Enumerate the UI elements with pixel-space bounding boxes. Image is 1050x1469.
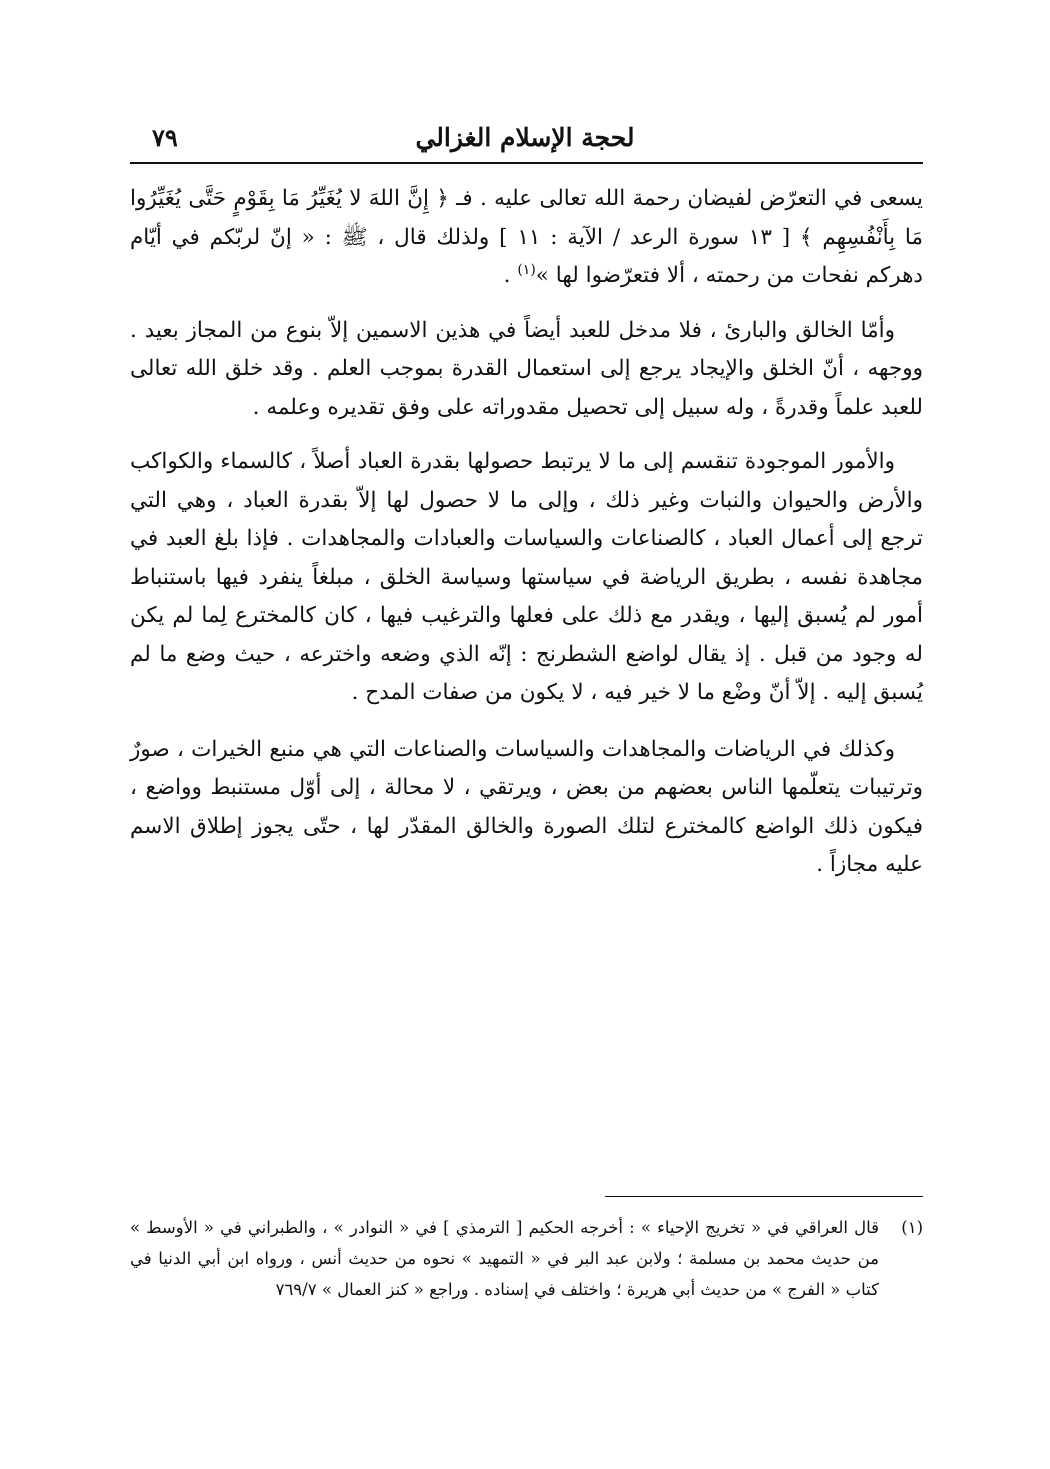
paragraph-1-text: يسعى في التعرّض لفيضان رحمة الله تعالى عليه . فـ ﴿ إِنَّ اللهَ لا يُغَيِّرُ مَا بِقَوْمٍ حَتَّى يُغَيِّرُوا مَا بِأَنْفُسِهِم ﴾ [ ١٣ سورة الرعد / الآية : ١١ ] ولذلك قال ، ﷺ : « إنّ لربّكم في أيّام دهركم نفحات من رحمته ، ألا فتعرّضوا لها » <box>130 186 923 288</box>
page-number: ٧٩ <box>152 123 178 152</box>
footnote <box>130 1212 923 1305</box>
paragraph-1-tail: . <box>503 263 518 288</box>
footnote-divider <box>605 1196 923 1197</box>
paragraph-1 <box>130 180 923 296</box>
running-title: لحجة الإسلام الغزالي <box>415 123 635 152</box>
footnote-marker: (١) <box>901 1218 923 1237</box>
paragraph-3: والأمور الموجودة تنقسم إلى ما لا يرتبط حصولها بقدرة العباد أصلاً ، كالسماء والكواكب والأرض والحيوان والنبات وغير ذلك ، وإلى ما لا حصول لها إلاّ بقدرة العباد ، وهي التي ترجع إلى أعمال العباد ، كالصناعات والسياسات والعبادات والمجاهدات . فإذا بلغ العبد في مجاهدة نفسه ، بطريق الرياضة في سياستها وسياسة الخلق ، مبلغاً ينفرد فيها باستنباط أمور لم يُسبق إليها ، ويقدر مع ذلك على فعلها والترغيب فيها ، كان كالمخترع لِما لم يكن له وجود من قبل . إذ يقال لواضع الشطرنج : إنّه الذي وضعه واخترعه ، حيث وضع ما لم يُسبق إليه . إلاّ أنّ وضْع ما لا خير فيه ، لا يكون من صفات المدح . <box>130 449 923 705</box>
paragraph-2: وأمّا الخالق والبارئ ، فلا مدخل للعبد أيضاً في هذين الاسمين إلاّ بنوع من المجاز بعيد . ووجهه ، أنّ الخلق والإيجاد يرجع إلى استعمال القدرة بموجب العلم . وقد خلق الله تعالى للعبد علماً وقدرةً ، وله سبيل إلى تحصيل مقدوراته على وفق تقديره وعلمه . <box>130 317 923 420</box>
paragraph-4: وكذلك في الرياضات والمجاهدات والسياسات والصناعات التي هي منبع الخيرات ، صورٌ وترتيبات يتعلّمها الناس بعضهم من بعض ، ويرتقي ، لا محالة ، إلى أوّل مستنبط وواضع ، فيكون ذلك الواضع كالمخترع لتلك الصورة والخالق المقدّر لها ، حتّى يجوز إطلاق الاسم عليه مجازاً . <box>130 736 923 877</box>
page-header <box>130 118 920 162</box>
header-divider <box>130 162 923 164</box>
main-text <box>130 180 923 885</box>
footnote-reference: (١) <box>517 261 536 278</box>
footnote-text: قال العراقي في « تخريج الإحياء » : أخرجه الحكيم [ الترمذي ] في « النوادر » ، والطبراني في « الأوسط » من حديث محمد بن مسلمة ؛ ولابن عبد البر في « التمهيد » نحوه من حديث أنس ، ورواه ابن أبي الدنيا في كتاب « الفرج » من حديث أبي هريرة ؛ واختلف في إسناده . وراجع « كنز العمال » ٧٦٩/٧ <box>130 1218 879 1299</box>
